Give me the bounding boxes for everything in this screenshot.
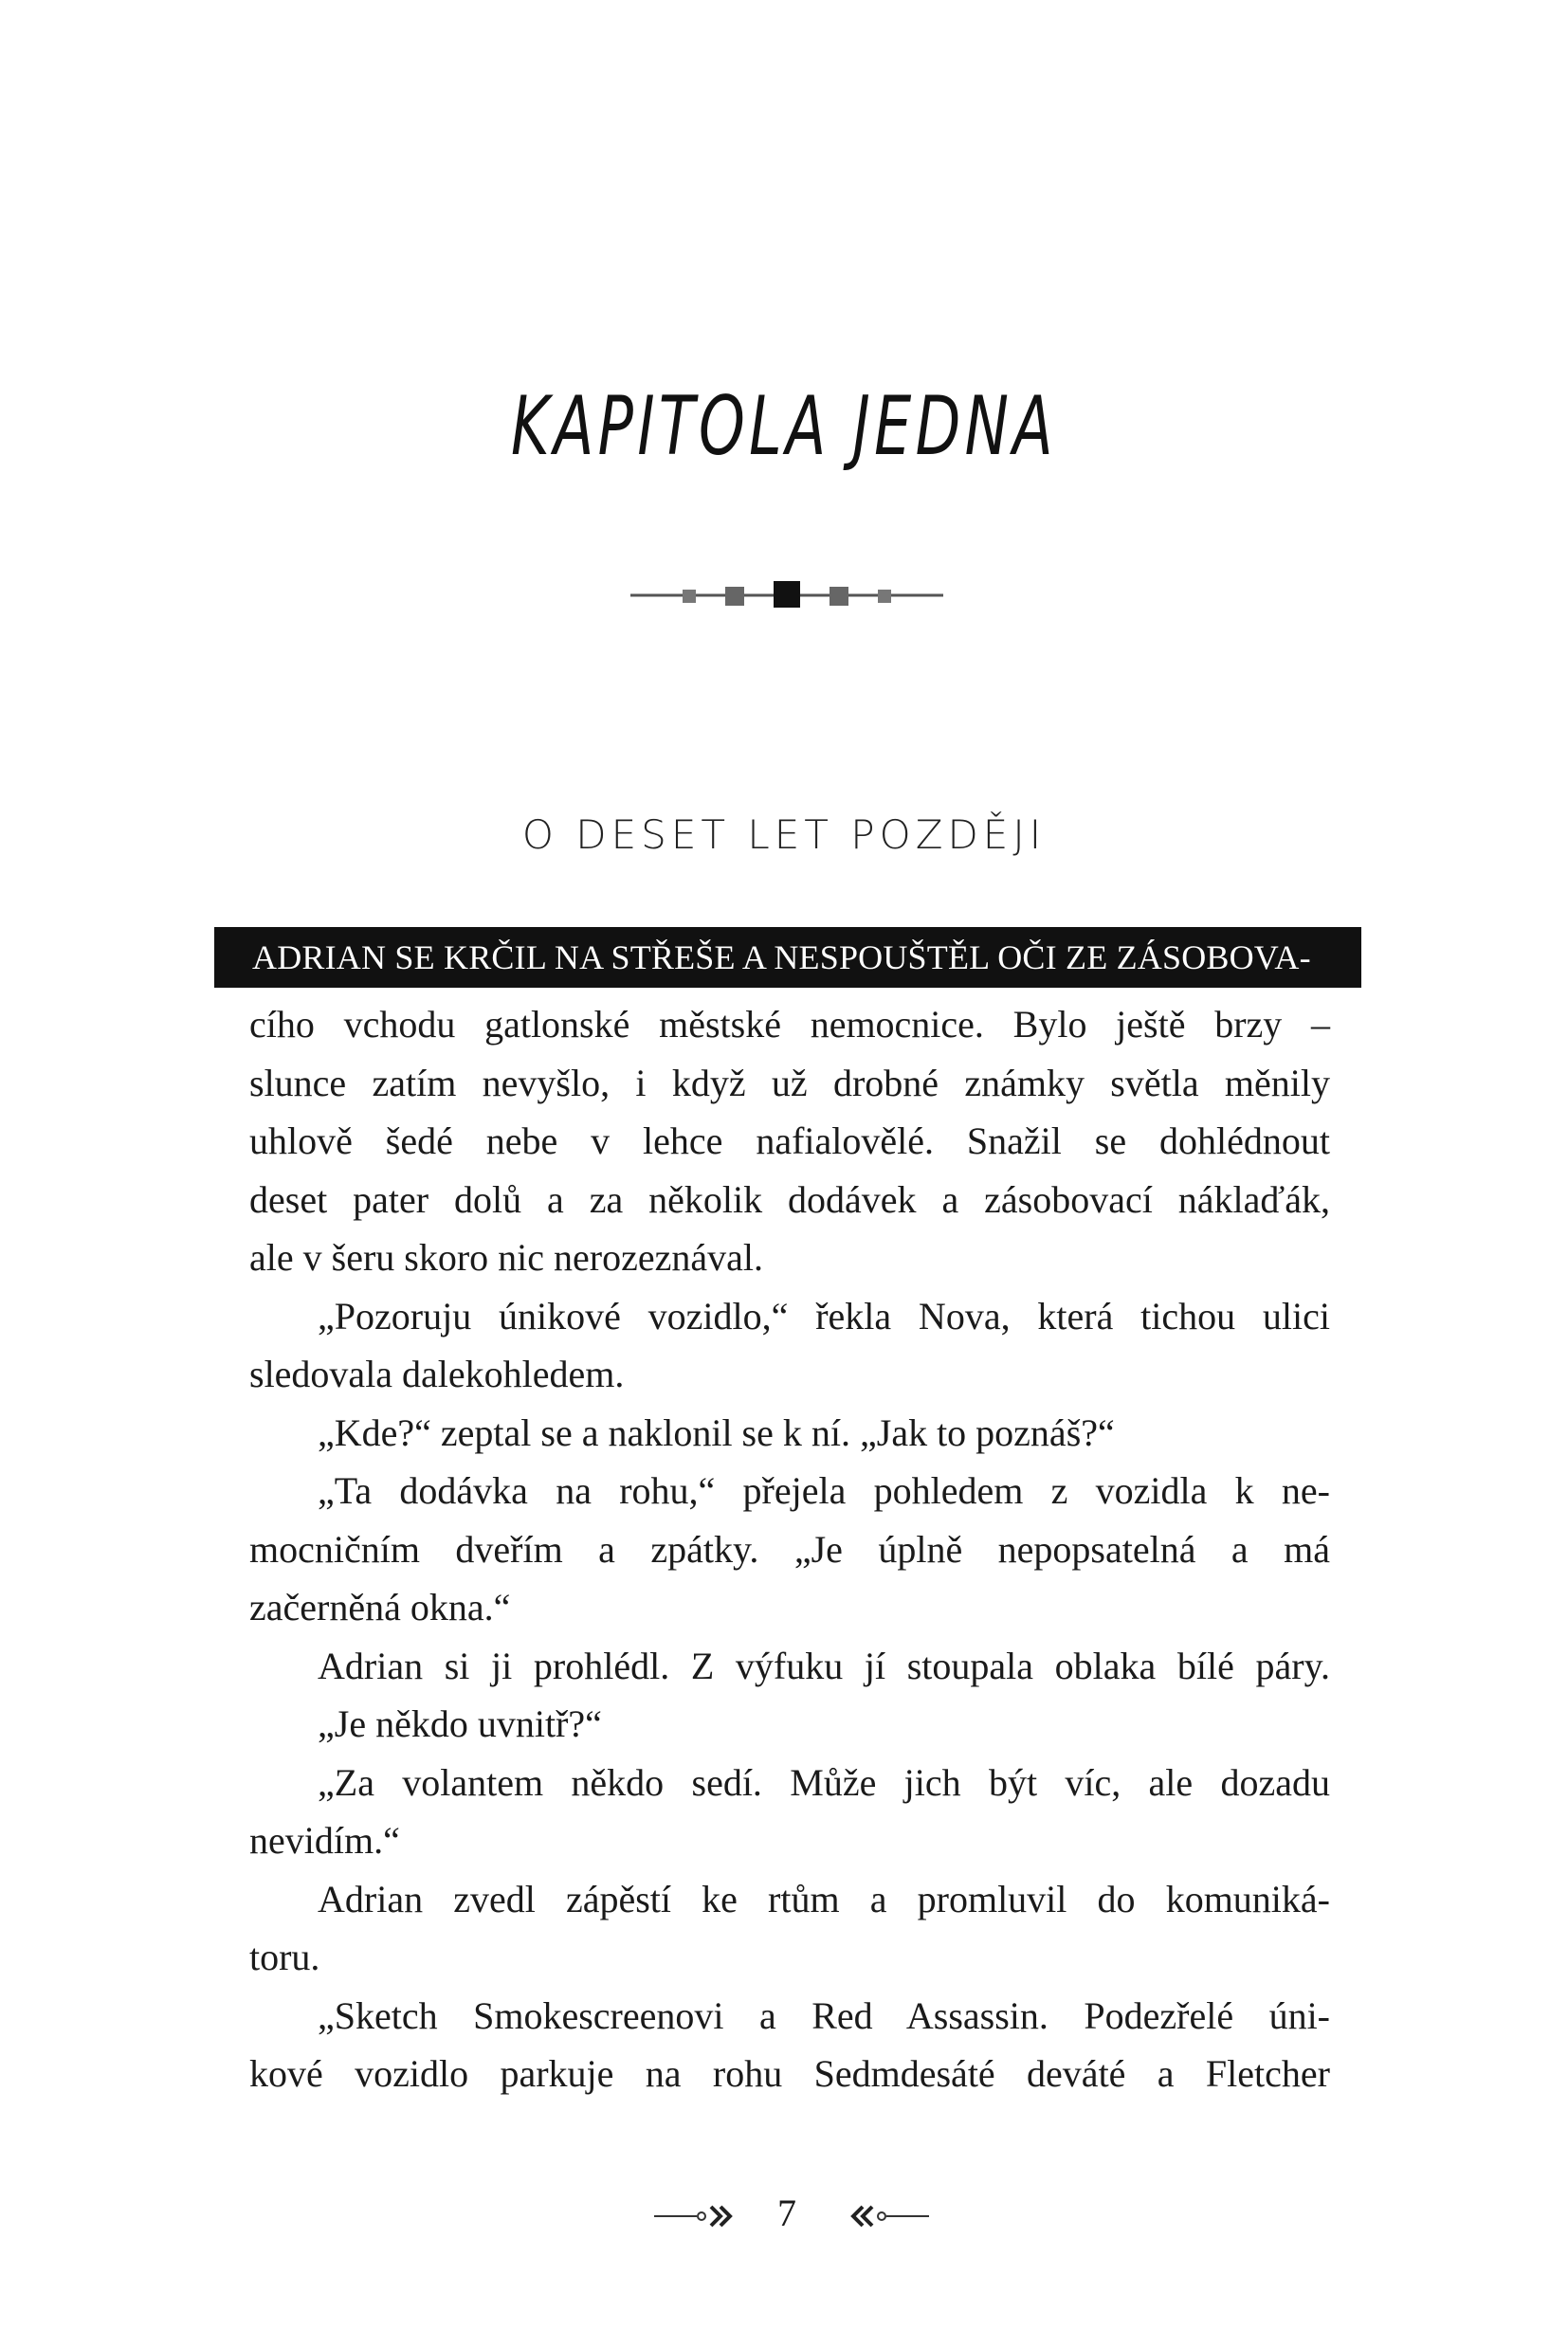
first-line-banner: ADRIAN SE KRČIL NA STŘEŠE A NESPOUŠTĚL OČI ZE ZÁSOBOVA-: [214, 927, 1361, 988]
text-line: „Ta dodávka na rohu,“ přejela pohledem z vozidla k ne-: [318, 1469, 1330, 1512]
ornament-square-mid-right: [830, 587, 848, 606]
text-line: ale v šeru skoro nic nerozeznával.: [249, 1236, 763, 1279]
text-line: „Pozoruju únikové vozidlo,“ řekla Nova, která tichou ulici: [318, 1294, 1330, 1337]
chapter-subtitle: O DESET LET POZDĚJI: [521, 811, 1047, 858]
text-line: „Sketch Smokescreenovi a Red Assassin. Podezřelé úni-: [318, 1993, 1330, 2037]
text-line: toru.: [249, 1936, 320, 1978]
text-line: cího vchodu gatlonské městské nemocnice. Bylo ještě brzy –: [249, 1003, 1330, 1046]
text-line: „Je někdo uvnitř?“: [318, 1702, 602, 1745]
ornament-square-small-left: [683, 590, 696, 603]
chapter-ornament-divider: [626, 567, 948, 624]
text-line: Adrian si ji prohlédl. Z výfuku jí stoupala oblaka bílé páry.: [318, 1644, 1330, 1687]
text-line: uhlově šedé nebe v lehce nafialovělé. Snažil se dohlédnout: [249, 1119, 1330, 1162]
text-line: „Za volantem někdo sedí. Může jich být víc, ale dozadu: [318, 1760, 1330, 1804]
text-line: Adrian zvedl zápěstí ke rtům a promluvil do komuniká-: [318, 1877, 1330, 1920]
ornament-square-center: [774, 581, 800, 608]
text-line: nevidím.“: [249, 1819, 400, 1862]
ornament-square-mid-left: [725, 587, 744, 606]
footer-chevrons-right-icon: [711, 2207, 730, 2226]
text-line: deset pater dolů a za několik dodávek a zásobovací náklaďák,: [249, 1177, 1330, 1221]
text-line: slunce zatím nevyšlo, i když už drobné známky světla měnily: [249, 1061, 1330, 1104]
page-footer: [0, 2190, 1568, 2237]
ornament-square-small-right: [878, 590, 891, 603]
footer-circle-right: [878, 2212, 885, 2220]
footer-chevrons-left-icon: [853, 2207, 872, 2226]
text-line: „Kde?“ zeptal se a naklonil se k ní. „Jak to poznáš?“: [318, 1410, 1115, 1454]
text-line: začerněná okna.“: [249, 1586, 511, 1628]
page-number: 7: [777, 2192, 796, 2234]
body-text: [249, 995, 1330, 2103]
text-line: sledovala dalekohledem.: [249, 1353, 625, 1395]
text-line: mocničním dveřím a zpátky. „Je úplně nepopsatelná a má: [249, 1527, 1330, 1571]
chapter-title: KAPITOLA JEDNA: [511, 379, 1057, 474]
text-line: kové vozidlo parkuje na rohu Sedmdesáté deváté a Fletcher: [249, 2052, 1330, 2095]
footer-circle-left: [698, 2212, 705, 2220]
